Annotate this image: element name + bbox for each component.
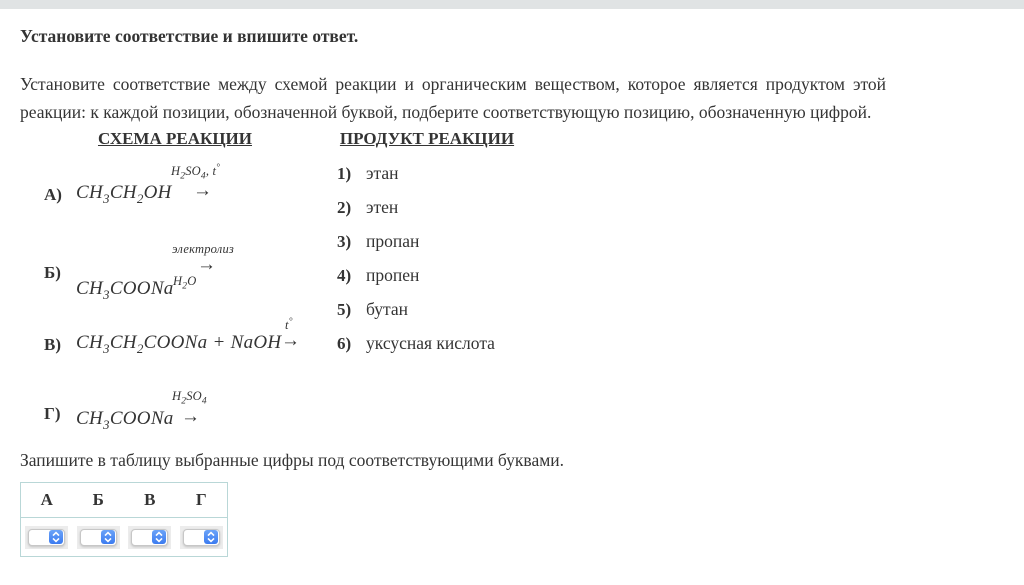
- reaction-b-label: Б): [44, 263, 61, 282]
- product-item-4: [337, 266, 495, 285]
- product-number: 3): [337, 232, 352, 251]
- reaction-v-formula: $CH_3CH_2COONa$ + NaOH: [76, 332, 282, 356]
- answer-select-g[interactable]: [183, 529, 220, 546]
- select-frame: [25, 526, 68, 549]
- product-name: этан: [366, 163, 399, 183]
- write-instruction: Запишите в таблицу выбранные цифры под соответствующими буквами.: [20, 450, 565, 470]
- product-item-5: [337, 300, 495, 319]
- answer-select-a[interactable]: [28, 529, 65, 546]
- product-number: 6): [337, 334, 352, 353]
- select-frame: [180, 526, 223, 549]
- product-item-3: [337, 232, 495, 251]
- select-frame: [128, 526, 171, 549]
- product-number: 5): [337, 300, 352, 319]
- answer-cell-v: [124, 526, 176, 549]
- stepper-icon: [152, 530, 166, 544]
- product-name: уксусная кислота: [366, 333, 495, 353]
- reaction-b-condition-below: $H_2O$: [173, 274, 197, 292]
- product-item-1: [337, 164, 495, 183]
- product-name: пропан: [366, 231, 420, 251]
- reaction-g-formula: $CH_3COONa$: [76, 408, 174, 432]
- product-number: 1): [337, 164, 352, 183]
- answer-header-v: В: [144, 490, 156, 509]
- top-bar: [0, 0, 1024, 9]
- products-list: [337, 164, 495, 353]
- reaction-v-arrow: →: [281, 330, 300, 351]
- stepper-icon: [204, 530, 218, 544]
- answer-header-a: А: [40, 490, 53, 509]
- answer-cell-g: [176, 526, 228, 549]
- answer-cell-b: [73, 526, 125, 549]
- answer-header-g: Г: [195, 490, 207, 509]
- product-number: 2): [337, 198, 352, 217]
- page-title: Установите соответствие и впишите ответ.: [20, 26, 359, 46]
- reaction-g-label: Г): [44, 404, 61, 423]
- answer-cell-a: [21, 526, 73, 549]
- task-instruction: Установите соответствие между схемой реакции и органическим веществом, которое является продуктом этой реакции: к каждой позиции, обозначенной буквой, подберите соответствующую позицию, обозначенную цифрой.: [20, 74, 886, 122]
- stepper-icon: [49, 530, 63, 544]
- answer-header-b: Б: [92, 490, 104, 509]
- reaction-b-condition-above: электролиз: [172, 242, 234, 256]
- answer-table: [20, 482, 228, 557]
- product-name: пропен: [366, 265, 420, 285]
- stepper-icon: [101, 530, 115, 544]
- right-column-header: ПРОДУКТ РЕАКЦИИ: [339, 129, 515, 148]
- answer-table-select-row: [21, 518, 227, 556]
- answer-select-b[interactable]: [80, 529, 117, 546]
- answer-table-header-row: [21, 483, 227, 518]
- reaction-a-formula: $CH_3CH_2OH$: [76, 182, 172, 206]
- reaction-v-condition: t°: [285, 317, 293, 333]
- left-column-header: СХЕМА РЕАКЦИИ: [97, 129, 253, 148]
- reaction-g-arrow: →: [181, 406, 200, 427]
- answer-select-v[interactable]: [131, 529, 168, 546]
- product-number: 4): [337, 266, 352, 285]
- reaction-v-label: В): [44, 335, 61, 354]
- product-name: бутан: [366, 299, 408, 319]
- reaction-a-label: А): [44, 185, 62, 204]
- reaction-b-arrow: →: [197, 254, 216, 275]
- product-item-6: [337, 334, 495, 353]
- reaction-b-formula: $CH_3COONa$: [76, 278, 174, 302]
- product-item-2: [337, 198, 495, 217]
- product-name: этен: [366, 197, 399, 217]
- reaction-g-condition: $H_2SO_4$: [172, 389, 207, 407]
- reaction-a-condition: $H_2SO_4$, t°: [171, 163, 221, 182]
- select-frame: [77, 526, 120, 549]
- reaction-a-arrow: →: [193, 180, 212, 201]
